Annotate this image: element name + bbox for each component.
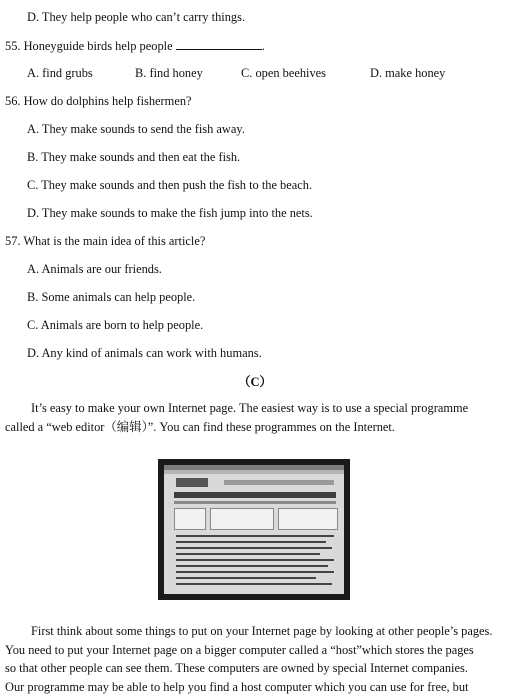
q56-stem: 56. How do dolphins help fishermen? (5, 94, 192, 108)
q55-stem-end: . (261, 39, 265, 53)
paragraph-1-line-2: called a “web editor（编辑）”. You can find these programmes on the Internet. (5, 419, 395, 434)
q55-option-c: C. open beehives (241, 66, 326, 80)
q57-option-a: A. Animals are our friends. (27, 262, 162, 276)
text-line (176, 577, 316, 579)
site-banner (224, 480, 334, 485)
q57-option-b: B. Some animals can help people. (27, 290, 196, 304)
answer-blank (176, 38, 262, 50)
site-nav-bar (174, 492, 336, 498)
paragraph-2-line-4: Our programme may be able to help you find a host computer which you can use for free, but (5, 679, 469, 694)
text-line (176, 553, 320, 555)
site-logo (176, 478, 208, 487)
text-line (176, 571, 334, 573)
paragraph-2-line-3: so that other people can see them. These computers are owned by special Internet companies. (5, 661, 468, 675)
text-line (176, 583, 332, 585)
content-box (210, 508, 274, 530)
q55-stem (5, 38, 265, 54)
q56-option-d: D. They make sounds to make the fish jump into the nets. (27, 206, 313, 220)
q55-option-d: D. make honey (370, 66, 446, 80)
paragraph-2 (5, 622, 505, 696)
q56-option-a: A. They make sounds to send the fish away. (27, 122, 245, 136)
q56-option-b: B. They make sounds and then eat the fish. (27, 150, 241, 164)
screenshot-screen (164, 465, 344, 594)
q55-option-b: B. find honey (135, 66, 203, 80)
q55-option-a: A. find grubs (27, 66, 93, 80)
text-line (176, 565, 328, 567)
q57-option-d: D. Any kind of animals can work with humans. (27, 346, 262, 360)
content-box (278, 508, 338, 530)
text-line (176, 547, 332, 549)
q57-stem: 57. What is the main idea of this article? (5, 234, 206, 248)
q55-stem-text: 55. Honeyguide birds help people (5, 39, 176, 53)
web-page-screenshot-image (158, 459, 350, 600)
text-line (176, 541, 326, 543)
q56-option-c: C. They make sounds and then push the fish to the beach. (27, 178, 313, 192)
site-sub-nav (174, 501, 336, 504)
paragraph-2-line-2: You need to put your Internet page on a bigger computer called a “host”which stores the pages (5, 642, 474, 657)
text-line (176, 535, 334, 537)
paragraph-2-line-1: First think about some things to put on your Internet page by looking at other people’s pages. (31, 624, 493, 638)
q54-option-d: D. They help people who can’t carry things. (27, 10, 246, 24)
text-line (176, 559, 334, 561)
content-box (174, 508, 206, 530)
browser-toolbar (164, 470, 344, 474)
paragraph-1 (5, 399, 505, 436)
section-heading: （C） (237, 375, 273, 389)
q57-option-c: C. Animals are born to help people. (27, 318, 204, 332)
paragraph-1-line-1: It’s easy to make your own Internet page. The easiest way is to use a special programme (31, 401, 469, 415)
